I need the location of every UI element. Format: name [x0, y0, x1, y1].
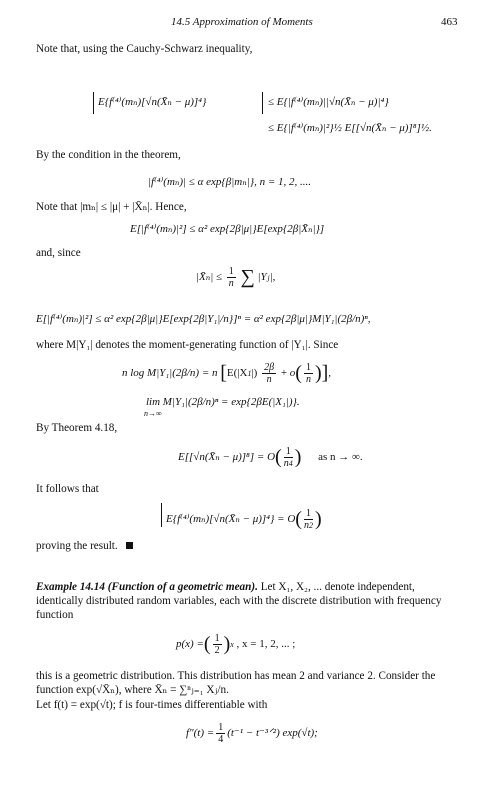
example-text-6: Let f(t) = exp(√t); f is four-times differentiable with [36, 699, 268, 711]
equation-limit: lim M|Y₁|(2β/n)ⁿ = exp{2βE(|X₁|)}. [146, 396, 300, 408]
equation-mgf: E[|f⁽⁴⁾(mₙ)|²] ≤ α² exp{2β|μ|}E[exp{2β|Y₁|/n}]ⁿ = α² exp{2β|μ|}M|Y₁|(2β/n)ⁿ, [36, 313, 371, 325]
equation-condition: |f⁽⁴⁾(mₙ)| ≤ α exp{β|mₙ|}, n = 1, 2, .... [148, 176, 312, 188]
equation-second-derivative: f″(t) = $\frac{1}{4}$ (t⁻¹ − t⁻³ᐟ²) exp(√t); [186, 722, 318, 745]
qed-square-icon [126, 542, 133, 549]
equation-mean-bound: |X̄ₙ| ≤ $\frac{1}{n}$ ∑ |Yⱼ|, [196, 266, 276, 289]
example-text-1: Let X₁, X₂, ... denote independent, [260, 581, 415, 593]
equation-result: E{f⁽⁴⁾(mₙ)[√n(X̄ₙ − μ)]⁴} = O( $\frac{1}{n2}$ ) [166, 508, 322, 531]
equation-theorem: E[[√n(X̄ₙ − μ)]⁸] = O( $\frac{1}{n4}$ ) as n → ∞. [178, 446, 363, 469]
paragraph-condition: By the condition in the theorem, [36, 149, 181, 161]
example-heading-line [36, 580, 415, 594]
equation-cs-rhs: ≤ E{|f⁽⁴⁾(mₙ)||√n(X̄ₙ − μ)|⁴} [268, 96, 389, 108]
paragraph-proving: proving the result. [36, 539, 133, 553]
equation-log-mgf: n log M|Y₁|(2β/n) = n [E(|X1|) $\frac{2\beta}{n}$ + o( $\frac{1}{n}$ )], [122, 362, 332, 385]
paragraph-mgf-definition: where M|Y₁| denotes the moment-generating function of |Y₁|. Since [36, 339, 339, 351]
example-text-4: this is a geometric distribution. This distribution has mean 2 and variance 2. Consider the [36, 670, 436, 682]
equation-pmf: p(x) =( $\frac{1}{2}$ )x , x = 1, 2, ... ; [176, 633, 296, 656]
equation-cs-lhs: E{f⁽⁴⁾(mₙ)[√n(X̄ₙ − μ)]⁴} [98, 96, 207, 108]
example-title: (Function of a geometric mean). [107, 581, 258, 593]
example-text-2: identically distributed random variables, each with the discrete distribution with frequency [36, 595, 442, 607]
running-header [0, 16, 499, 30]
paragraph-hence: Note that |mₙ| ≤ |μ| + |X̄ₙ|. Hence, [36, 201, 187, 213]
section-title: 14.5 Approximation of Moments [171, 16, 313, 28]
paragraph-cauchy-schwarz: Note that, using the Cauchy-Schwarz inequality, [36, 43, 253, 55]
example-text-3: function [36, 609, 74, 621]
paragraph-and-since: and, since [36, 247, 81, 259]
example-label: Example 14.14 [36, 581, 105, 593]
paragraph-follows: It follows that [36, 483, 99, 495]
equation-hence: E[|f⁽⁴⁾(mₙ)|²] ≤ α² exp{2β|μ|}E[exp{2β|X̄ₙ|}] [130, 223, 325, 235]
paragraph-theorem: By Theorem 4.18, [36, 422, 118, 434]
abs-bar-right [262, 92, 263, 114]
abs-bar-left-2 [161, 503, 162, 527]
page-number: 463 [441, 16, 458, 28]
limit-subscript: n→∞ [144, 409, 162, 418]
equation-cs-bound: ≤ E{|f⁽⁴⁾(mₙ)|²}½ E[[√n(X̄ₙ − μ)]⁸]½. [268, 122, 432, 134]
example-text-5: function exp(√X̄ₙ), where X̄ₙ = ∑ⁿⱼ₌₁ Xⱼ/n. [36, 684, 229, 696]
abs-bar-left [93, 92, 94, 114]
